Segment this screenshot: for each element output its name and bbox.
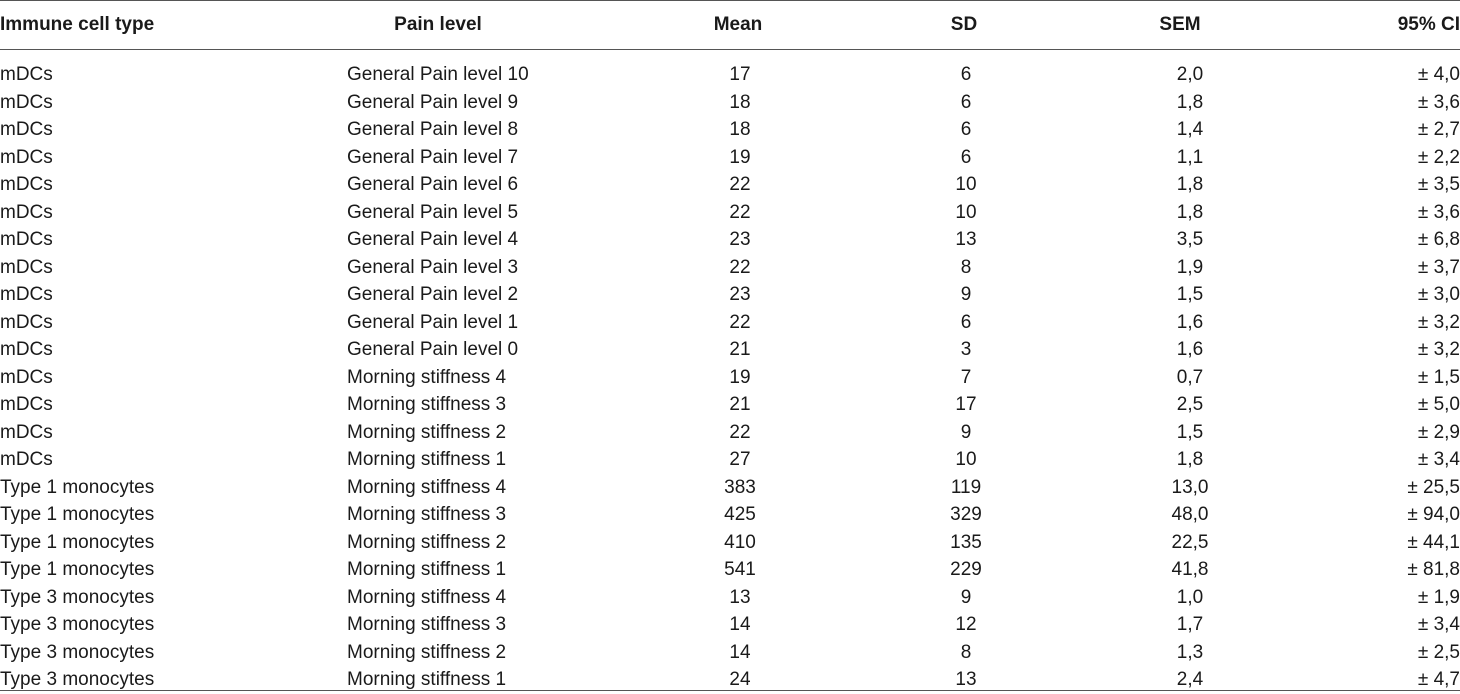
cell-95-ci: ± 3,6	[1417, 91, 1460, 113]
cell-95-ci: ± 4,0	[1417, 64, 1460, 85]
table-row	[0, 529, 1460, 557]
cell-sem: 0,7	[1176, 366, 1204, 388]
cell-mean: 23	[729, 284, 751, 305]
cell-sd: 10	[955, 201, 977, 223]
cell-immune-cell-type: mDCs	[0, 119, 53, 140]
cell-sem: 1,5	[1176, 421, 1204, 443]
cell-mean: 21	[729, 339, 751, 360]
cell-sd: 12	[955, 614, 977, 635]
table-bottom-rule	[0, 690, 1460, 691]
cell-95-ci: ± 81,8	[1407, 559, 1460, 580]
cell-immune-cell-type: Type 3 monocytes	[0, 641, 155, 663]
cell-mean: 425	[724, 504, 756, 525]
cell-sd: 13	[955, 669, 977, 690]
cell-immune-cell-type: Type 3 monocytes	[0, 586, 155, 608]
table-row	[0, 171, 1460, 199]
table-body	[0, 61, 1460, 694]
cell-immune-cell-type: Type 3 monocytes	[0, 614, 155, 635]
cell-sem: 1,1	[1176, 146, 1204, 168]
cell-mean: 21	[729, 394, 751, 415]
cell-95-ci: ± 44,1	[1407, 531, 1460, 553]
cell-mean: 23	[729, 229, 751, 250]
table-row	[0, 391, 1460, 419]
header-pain-level: Pain level	[394, 14, 482, 35]
cell-pain-level: Morning stiffness 1	[347, 669, 507, 690]
cell-sd: 119	[950, 476, 982, 498]
cell-mean: 22	[729, 201, 751, 223]
table-row	[0, 281, 1460, 309]
cell-pain-level: General Pain level 5	[347, 201, 519, 223]
cell-pain-level: Morning stiffness 2	[347, 641, 507, 663]
cell-immune-cell-type: mDCs	[0, 284, 53, 305]
cell-sem: 1,6	[1176, 339, 1204, 360]
cell-95-ci: ± 3,6	[1417, 201, 1460, 223]
cell-pain-level: Morning stiffness 1	[347, 449, 507, 470]
table-row	[0, 226, 1460, 254]
cell-sem: 1,8	[1176, 174, 1204, 195]
cell-mean: 22	[729, 256, 751, 278]
table-row	[0, 61, 1460, 89]
cell-mean: 14	[729, 641, 751, 663]
cell-95-ci: ± 6,8	[1417, 229, 1460, 250]
cell-sd: 6	[960, 64, 972, 85]
cell-mean: 541	[724, 559, 756, 580]
cell-immune-cell-type: Type 1 monocytes	[0, 476, 155, 498]
cell-pain-level: General Pain level 3	[347, 256, 519, 278]
table-row	[0, 89, 1460, 117]
table-row	[0, 584, 1460, 612]
cell-95-ci: ± 1,5	[1417, 366, 1460, 388]
cell-immune-cell-type: mDCs	[0, 256, 53, 278]
cell-sem: 3,5	[1176, 229, 1204, 250]
header-immune-cell-type: Immune cell type	[0, 14, 155, 35]
cell-sd: 6	[960, 311, 972, 333]
cell-sd: 135	[950, 531, 982, 553]
cell-pain-level: Morning stiffness 3	[347, 394, 507, 415]
cell-immune-cell-type: mDCs	[0, 201, 53, 223]
cell-sd: 6	[960, 119, 972, 140]
cell-mean: 18	[729, 91, 751, 113]
cell-immune-cell-type: Type 1 monocytes	[0, 559, 155, 580]
cell-sem: 2,5	[1176, 394, 1204, 415]
cell-sd: 10	[955, 449, 977, 470]
cell-sem: 2,0	[1176, 64, 1204, 85]
cell-sd: 6	[960, 146, 972, 168]
cell-mean: 17	[729, 64, 751, 85]
cell-95-ci: ± 3,4	[1417, 614, 1460, 635]
table-row	[0, 639, 1460, 667]
cell-mean: 19	[729, 146, 751, 168]
cell-pain-level: General Pain level 6	[347, 174, 519, 195]
cell-pain-level: Morning stiffness 3	[347, 504, 507, 525]
cell-95-ci: ± 3,2	[1417, 311, 1460, 333]
table-row	[0, 501, 1460, 529]
table-row	[0, 419, 1460, 447]
cell-immune-cell-type: Type 1 monocytes	[0, 531, 155, 553]
table-row	[0, 474, 1460, 502]
cell-sd: 229	[950, 559, 982, 580]
cell-mean: 27	[729, 449, 751, 470]
cell-immune-cell-type: mDCs	[0, 421, 53, 443]
cell-immune-cell-type: mDCs	[0, 146, 53, 168]
cell-immune-cell-type: mDCs	[0, 91, 53, 113]
cell-sem: 2,4	[1176, 669, 1204, 690]
cell-mean: 22	[729, 421, 751, 443]
cell-mean: 14	[729, 614, 751, 635]
cell-pain-level: General Pain level 7	[347, 146, 519, 168]
cell-sem: 1,8	[1176, 91, 1204, 113]
cell-immune-cell-type: mDCs	[0, 339, 53, 360]
cell-sem: 1,9	[1176, 256, 1204, 278]
cell-sem: 41,8	[1171, 559, 1209, 580]
cell-sem: 1,3	[1176, 641, 1204, 663]
table-row	[0, 254, 1460, 282]
cell-pain-level: Morning stiffness 2	[347, 531, 507, 553]
table-row	[0, 336, 1460, 364]
cell-pain-level: General Pain level 1	[347, 311, 519, 333]
header-95-ci: 95% CI	[1397, 14, 1460, 35]
cell-sd: 6	[960, 91, 972, 113]
cell-mean: 22	[729, 174, 751, 195]
table-row	[0, 446, 1460, 474]
cell-immune-cell-type: mDCs	[0, 366, 53, 388]
cell-95-ci: ± 94,0	[1407, 504, 1460, 525]
cell-95-ci: ± 3,7	[1417, 256, 1460, 278]
cell-sem: 1,0	[1176, 586, 1204, 608]
cell-pain-level: Morning stiffness 3	[347, 614, 507, 635]
cell-immune-cell-type: mDCs	[0, 311, 53, 333]
cell-pain-level: Morning stiffness 1	[347, 559, 507, 580]
cell-pain-level: Morning stiffness 4	[347, 586, 507, 608]
cell-mean: 22	[729, 311, 751, 333]
cell-95-ci: ± 3,0	[1417, 284, 1460, 305]
cell-pain-level: General Pain level 4	[347, 229, 519, 250]
cell-sem: 22,5	[1171, 531, 1209, 553]
cell-pain-level: General Pain level 9	[347, 91, 519, 113]
cell-mean: 383	[724, 476, 756, 498]
cell-mean: 19	[729, 366, 751, 388]
cell-sd: 7	[960, 366, 972, 388]
cell-immune-cell-type: mDCs	[0, 229, 53, 250]
cell-sd: 329	[950, 504, 982, 525]
cell-95-ci: ± 3,5	[1417, 174, 1460, 195]
cell-immune-cell-type: Type 3 monocytes	[0, 669, 155, 690]
cell-sd: 9	[960, 284, 972, 305]
cell-sem: 1,5	[1176, 284, 1204, 305]
cell-95-ci: ± 3,2	[1417, 339, 1460, 360]
cell-mean: 18	[729, 119, 751, 140]
cell-sem: 1,6	[1176, 311, 1204, 333]
cell-sem: 48,0	[1171, 504, 1209, 525]
cell-sd: 13	[955, 229, 977, 250]
cell-sem: 1,8	[1176, 449, 1204, 470]
cell-sem: 1,8	[1176, 201, 1204, 223]
cell-95-ci: ± 2,2	[1417, 146, 1460, 168]
cell-mean: 24	[729, 669, 751, 690]
cell-95-ci: ± 2,7	[1417, 119, 1460, 140]
cell-95-ci: ± 3,4	[1417, 449, 1460, 470]
cell-sd: 17	[955, 394, 977, 415]
table-row	[0, 144, 1460, 172]
cell-pain-level: Morning stiffness 2	[347, 421, 507, 443]
cell-95-ci: ± 2,9	[1417, 421, 1460, 443]
table-row	[0, 611, 1460, 639]
cell-immune-cell-type: mDCs	[0, 449, 53, 470]
table-row	[0, 116, 1460, 144]
cell-immune-cell-type: mDCs	[0, 394, 53, 415]
header-mean: Mean	[713, 14, 763, 35]
cell-sd: 10	[955, 174, 977, 195]
cell-sd: 3	[960, 339, 972, 360]
cell-immune-cell-type: mDCs	[0, 174, 53, 195]
cell-95-ci: ± 1,9	[1417, 586, 1460, 608]
table-header-row	[0, 0, 1460, 49]
cell-immune-cell-type: mDCs	[0, 64, 53, 85]
cell-sd: 8	[960, 641, 972, 663]
table-header-rule	[0, 49, 1460, 50]
cell-pain-level: Morning stiffness 4	[347, 476, 507, 498]
table-row	[0, 556, 1460, 584]
cell-mean: 13	[729, 586, 751, 608]
cell-95-ci: ± 5,0	[1417, 394, 1460, 415]
table-row	[0, 309, 1460, 337]
cell-pain-level: General Pain level 10	[347, 64, 529, 85]
cell-mean: 410	[724, 531, 756, 553]
cell-sd: 9	[960, 586, 972, 608]
cell-95-ci: ± 2,5	[1417, 641, 1460, 663]
cell-95-ci: ± 25,5	[1407, 476, 1460, 498]
header-sem: SEM	[1159, 14, 1201, 35]
cell-pain-level: Morning stiffness 4	[347, 366, 507, 388]
cell-pain-level: General Pain level 2	[347, 284, 519, 305]
cell-sem: 1,7	[1176, 614, 1204, 635]
cell-sem: 13,0	[1171, 476, 1209, 498]
table-row	[0, 364, 1460, 392]
cell-sd: 8	[960, 256, 972, 278]
cell-sd: 9	[960, 421, 972, 443]
cell-sem: 1,4	[1176, 119, 1204, 140]
cell-95-ci: ± 4,7	[1417, 669, 1460, 690]
cell-pain-level: General Pain level 0	[347, 339, 519, 360]
table-row	[0, 199, 1460, 227]
header-sd: SD	[950, 14, 978, 35]
cell-immune-cell-type: Type 1 monocytes	[0, 504, 155, 525]
cell-pain-level: General Pain level 8	[347, 119, 519, 140]
